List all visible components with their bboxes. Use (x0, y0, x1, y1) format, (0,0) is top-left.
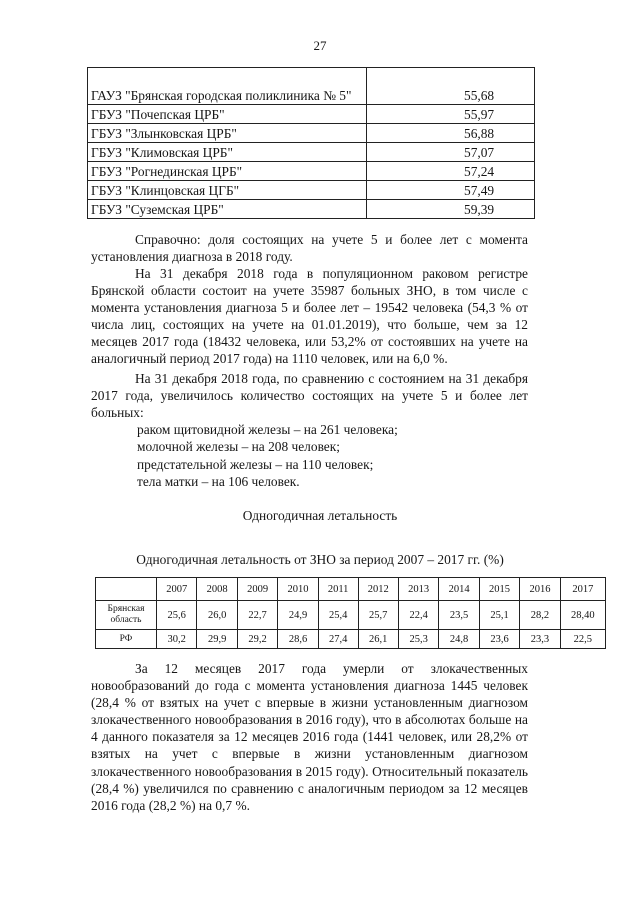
org-value: 55,68 (367, 68, 535, 105)
lethality-table-title: Одногодичная летальность от ЗНО за период 2007 – 2017 гг. (%) (136, 552, 504, 567)
row-label: Брянская область (96, 601, 157, 630)
year-header: 2014 (439, 578, 479, 601)
table-cell: 26,1 (358, 630, 398, 649)
table-header-row (96, 578, 606, 601)
table-row (88, 143, 535, 162)
year-header: 2015 (479, 578, 519, 601)
table-cell: 26,0 (197, 601, 237, 630)
lethality-table (95, 577, 606, 649)
list-item: молочной железы – на 208 человек; (137, 439, 340, 454)
table-cell: 29,2 (237, 630, 277, 649)
year-header: 2016 (520, 578, 560, 601)
year-header: 2011 (318, 578, 358, 601)
org-value: 56,88 (367, 124, 535, 143)
table-cell: 23,5 (439, 601, 479, 630)
year-header: 2010 (278, 578, 318, 601)
table-row (96, 630, 606, 649)
org-name: ГБУЗ "Клинцовская ЦГБ" (88, 181, 367, 200)
org-value: 59,39 (367, 200, 535, 219)
table-cell: 28,2 (520, 601, 560, 630)
org-value: 57,24 (367, 162, 535, 181)
table-cell: 25,6 (157, 601, 197, 630)
table-row (88, 124, 535, 143)
org-name: ГБУЗ "Рогнединская ЦРБ" (88, 162, 367, 181)
org-value: 57,49 (367, 181, 535, 200)
list-item: предстательной железы – на 110 человек; (137, 457, 374, 472)
corner-cell (96, 578, 157, 601)
list-item: тела матки – на 106 человек. (137, 474, 300, 489)
table-cell: 22,4 (398, 601, 438, 630)
year-header: 2007 (157, 578, 197, 601)
year-header: 2008 (197, 578, 237, 601)
page-number: 27 (313, 38, 327, 53)
table-row (88, 105, 535, 124)
table-cell: 25,3 (398, 630, 438, 649)
table-cell: 28,40 (560, 601, 605, 630)
registry-paragraph: На 31 декабря 2018 года в популяционном раковом регистре Брянской области состоит на учете 35987 больных ЗНО, в том числе с момента установления диагноза 5 и более лет – 19542 человека (54,3 % от числа лиц, состоящих на учете на 01.01.2019), что больше, чем за 12 месяцев 2017 года (18432 человека, или 53,2% от состоявших на учете на аналогичный период 2017 года) на 1110 человек, или на 6,0 %. (91, 266, 528, 367)
year-header: 2012 (358, 578, 398, 601)
table-cell: 22,7 (237, 601, 277, 630)
table-cell: 25,7 (358, 601, 398, 630)
table-cell: 24,8 (439, 630, 479, 649)
table-cell: 25,1 (479, 601, 519, 630)
org-name: ГБУЗ "Почепская ЦРБ" (88, 105, 367, 124)
table-cell: 25,4 (318, 601, 358, 630)
table-row (88, 68, 535, 105)
table-row (88, 162, 535, 181)
table-row (88, 181, 535, 200)
org-name: ГБУЗ "Климовская ЦРБ" (88, 143, 367, 162)
org-name: ГБУЗ "Злынковская ЦРБ" (88, 124, 367, 143)
table-cell: 28,6 (278, 630, 318, 649)
table-row (96, 601, 606, 630)
table-cell: 22,5 (560, 630, 605, 649)
reference-paragraph: Справочно: доля состоящих на учете 5 и более лет с момента установления диагноза в 2018 году. (91, 232, 528, 265)
year-header: 2013 (398, 578, 438, 601)
table-cell: 29,9 (197, 630, 237, 649)
table-cell: 23,6 (479, 630, 519, 649)
table-cell: 27,4 (318, 630, 358, 649)
list-item: раком щитовидной железы – на 261 человека; (137, 422, 398, 437)
org-value: 57,07 (367, 143, 535, 162)
year-header: 2017 (560, 578, 605, 601)
hospital-table (87, 67, 535, 219)
org-name: ГАУЗ "Брянская городская поликлиника № 5" (88, 68, 367, 105)
section-heading: Одногодичная летальность (242, 508, 398, 523)
closing-paragraph: За 12 месяцев 2017 года умерли от злокачественных новообразований до года с момента установления диагноза 1445 человек (28,4 % от взятых на учет с впервые в жизни установленным диагнозом злокачественного новообразования в 2016 году), что в абсолютах больше на 4 данного показателя за 12 месяцев 2016 года (1441 человек, или 28,2% от взятых на учет с впервые в жизни установленным диагнозом злокачественного новообразования в 2015 году). Относительный показатель (28,4 %) увеличился по сравнению с аналогичным периодом за 12 месяцев 2016 года (28,2 %) на 0,7 %. (91, 661, 528, 813)
table-cell: 30,2 (157, 630, 197, 649)
table-cell: 23,3 (520, 630, 560, 649)
comparison-paragraph: На 31 декабря 2018 года, по сравнению с состоянием на 31 декабря 2017 года, увеличилось количество состоящих на учете 5 и более лет больных: (91, 371, 528, 421)
table-row (88, 200, 535, 219)
table-cell: 24,9 (278, 601, 318, 630)
org-value: 55,97 (367, 105, 535, 124)
year-header: 2009 (237, 578, 277, 601)
org-name: ГБУЗ "Суземская ЦРБ" (88, 200, 367, 219)
row-label: РФ (96, 630, 157, 649)
